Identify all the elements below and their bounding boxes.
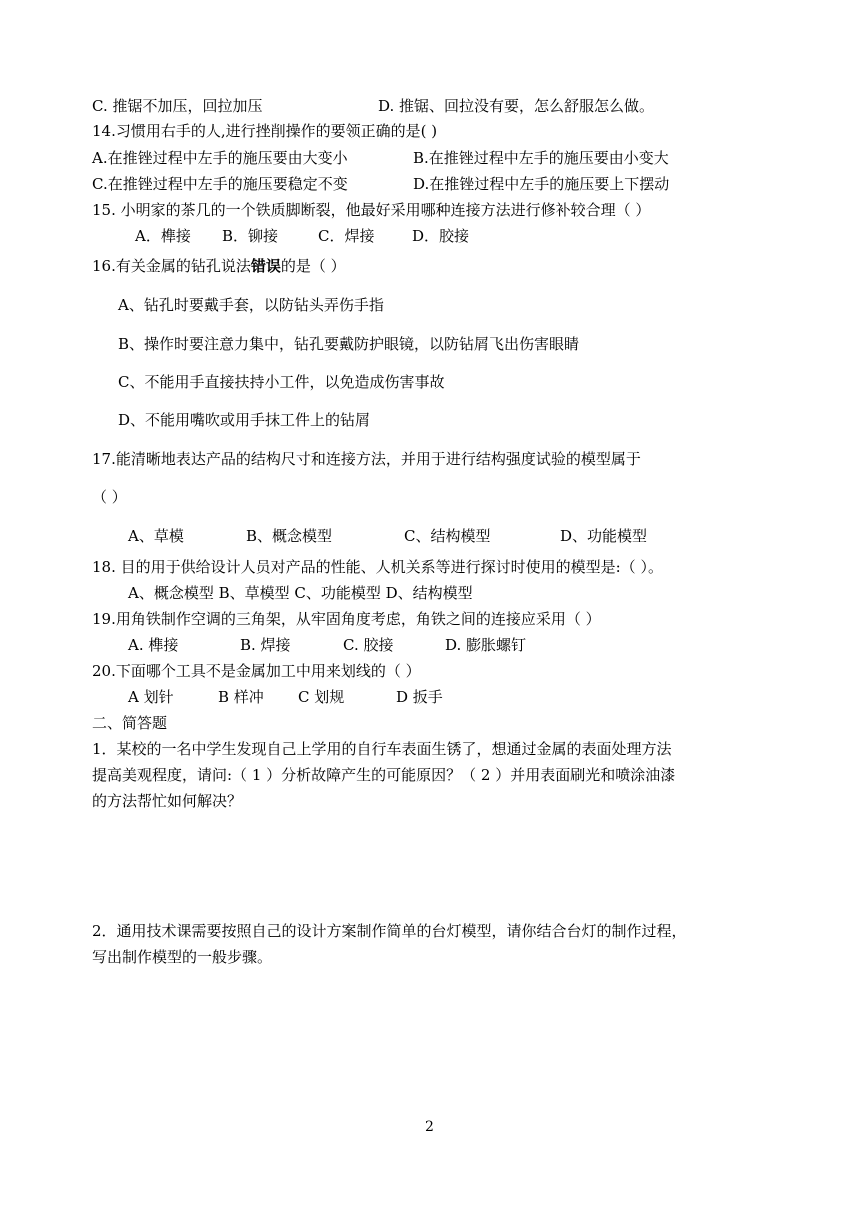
q20-option-b: B 样冲 [218,688,264,706]
q16-option-d: D、不能用嘴吹或用手抹工件上的钻屑 [118,411,371,429]
q15-option-b: B．铆接 [222,227,279,245]
q15-option-c: C．焊接 [318,227,375,245]
q14-option-c: C.在推锉过程中左手的施压要稳定不变 [92,175,348,193]
q15-option-d: D．胶接 [412,227,470,245]
section-title-short-answer: 二、简答题 [92,714,168,732]
q13-option-d: D. 推锯、回拉没有要，怎么舒服怎么做。 [378,97,655,115]
q14-stem: 14.习惯用右手的人,进行挫削操作的要领正确的是( ) [92,122,438,140]
q17-answer-paren: （ ） [92,488,127,506]
q14-option-d: D.在推锉过程中左手的施压要上下摆动 [413,175,670,193]
q13-option-c: C. 推锯不加压，回拉加压 [92,97,263,115]
page-number: 2 [425,1119,434,1135]
sa-q2-line2: 写出制作模型的一般步骤。 [92,948,273,966]
q20-option-c: C 划规 [298,688,345,706]
sa-q1-line3: 的方法帮忙如何解决？ [92,792,243,810]
q19-stem: 19.用角铁制作空调的三角架，从牢固角度考虑，角铁之间的连接应采用（ ） [92,610,601,628]
q20-stem: 20.下面哪个工具不是金属加工中用来划线的（ ） [92,662,421,680]
q19-option-d: D. 膨胀螺钉 [445,636,527,654]
q19-option-a: A. 榫接 [128,636,179,654]
q16-stem-suffix: 的是（ ） [280,257,346,275]
q17-option-a: A、草模 [128,527,184,545]
q16-stem-emphasis: 错误 [250,257,281,275]
q20-option-d: D 扳手 [396,688,443,706]
q17-option-b: B、概念模型 [246,527,333,545]
q14-option-b: B.在推锉过程中左手的施压要由小变大 [413,149,669,167]
q16-option-a: A、钻孔时要戴手套，以防钻头弄伤手指 [118,296,384,314]
q16-stem-prefix: 16.有关金属的钻孔说法 [92,257,251,275]
q16-option-c: C、不能用手直接扶持小工件，以免造成伤害事故 [118,373,445,391]
q16-stem [92,256,346,276]
q17-stem: 17.能清晰地表达产品的结构尺寸和连接方法，并用于进行结构强度试验的模型属于 [92,450,641,468]
q17-option-d: D、功能模型 [560,527,648,545]
q18-stem: 18. 目的用于供给设计人员对产品的性能、人机关系等进行探讨时使用的模型是:（ ）。 [92,558,663,576]
sa-q1-line2: 提高美观程度，请问:（ 1 ）分析故障产生的可能原因？（ 2 ）并用表面刷光和喷涂油漆 [92,766,676,784]
q20-option-a: A 划针 [128,688,174,706]
q14-option-a: A.在推锉过程中左手的施压要由大变小 [92,149,348,167]
q19-option-b: B. 焊接 [240,636,291,654]
q16-option-b: B、操作时要注意力集中，钻孔要戴防护眼镜，以防钻屑飞出伤害眼睛 [118,335,580,353]
sa-q2-line1: 2．通用技术课需要按照自己的设计方案制作简单的台灯模型，请你结合台灯的制作过程， [92,922,687,940]
q18-options: A、概念模型 B、草模型 C、功能模型 D、结构模型 [128,584,473,602]
q15-stem: 15. 小明家的茶几的一个铁质脚断裂，他最好采用哪种连接方法进行修补较合理（ ） [92,201,651,219]
q17-option-c: C、结构模型 [404,527,491,545]
sa-q1-line1: 1．某校的一名中学生发现自己上学用的自行车表面生锈了，想通过金属的表面处理方法 [92,740,672,758]
q19-option-c: C. 胶接 [343,636,394,654]
q15-option-a: A．榫接 [135,227,191,245]
